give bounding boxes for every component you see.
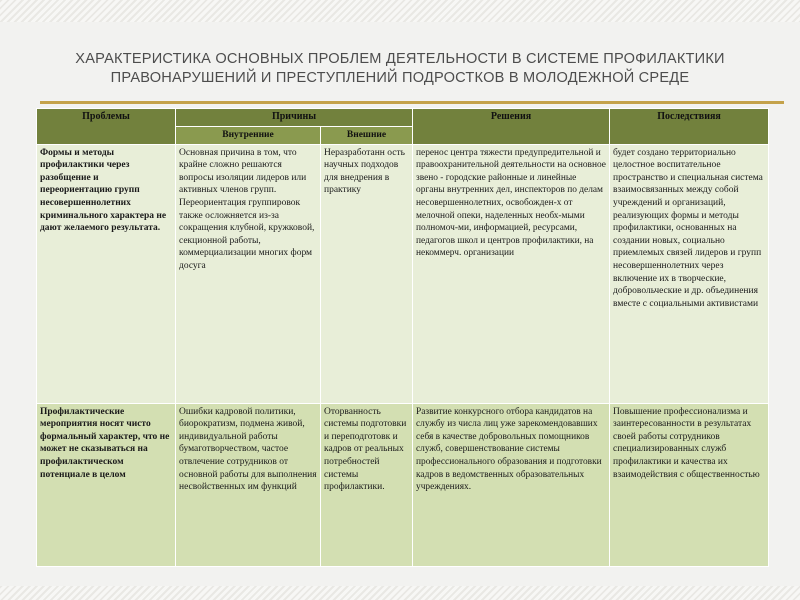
header-consequences: Последствияя (610, 109, 769, 145)
header-causes: Причины (176, 109, 413, 127)
cell-internal-cause: Ошибки кадровой политики, биорократизм, подмена живой, индивидуальной работы бумаготворчеством, частое отвлечение сотрудников от основной работы для выполнения несвойственных им функций (176, 403, 321, 566)
cell-internal-cause: Основная причина в том, что крайне сложно решаются вопросы изоляции лидеров или активных членов групп. Переориентация группировок также осложняется из-за сокращения клубной, кружковой, секционной работы, коммерциализации многих форм досуга (176, 144, 321, 403)
cell-consequence: будет создано территориально целостное воспитательное пространство и специальная система взаимосвязанных между собой учреждений и организаций, реализующих формы и методы профилактики, основанных на создании новых, социально приемлемых связей лидеров и групп несовершеннолетних через включение их в творческие, добровольческие и др. объединения вместе с социальными активистами (610, 144, 769, 403)
cell-problem: Профилактические мероприятия носят чисто формальный характер, что не может не сказываться на профилактическом потенциале в целом (37, 403, 176, 566)
decorative-stripe-top (0, 0, 800, 22)
slide-title-line-1: ХАРАКТЕРИСТИКА ОСНОВНЫХ ПРОБЛЕМ ДЕЯТЕЛЬНОСТИ В СИСТЕМЕ ПРОФИЛАКТИКИ (75, 51, 725, 67)
table-header-row (37, 109, 769, 127)
header-problems: Проблемы (37, 109, 176, 145)
decorative-stripe-bottom (0, 586, 800, 600)
header-solutions: Решения (413, 109, 610, 145)
cell-external-cause: Оторванность системы подготовки и переподготовк и кадров от реальных потребностей системы профилактики. (321, 403, 413, 566)
cell-solution: перенос центра тяжести предупредительной и правоохранительной деятельности на основное звено - городские районные и линейные органы внутренних дел, инспекторов по делам несовершеннолетних, освобожден-х от мелочной опеки, наделенных необх-мыми полномоч-ми, информацией, ресурсами, педагогов школ и центров профилактики, на некоммерч. организации (413, 144, 610, 403)
table-row (37, 144, 769, 403)
header-external: Внешние (321, 127, 413, 145)
slide-title (40, 50, 760, 88)
cell-solution: Развитие конкурсного отбора кандидатов на службу из числа лиц уже зарекомендовавших себя в качестве добровольных помощников служб, совершенствование системы профессионального образования и подготовки кадров в ведомственных образовательных учреждениях. (413, 403, 610, 566)
title-underline (40, 101, 784, 104)
cell-external-cause: Неразработанн ость научных подходов для внедрения в практику (321, 144, 413, 403)
cell-consequence: Повышение профессионализма и заинтересованности в результатах своей работы сотрудников специализированных служб профилактики и качества их взаимодействия с общественностью (610, 403, 769, 566)
header-internal: Внутренние (176, 127, 321, 145)
slide-title-line-2: ПРАВОНАРУШЕНИЙ И ПРЕСТУПЛЕНИЙ ПОДРОСТКОВ В МОЛОДЕЖНОЙ СРЕДЕ (110, 70, 690, 86)
cell-problem: Формы и методы профилактики через разобщение и переориентацию групп несовершеннолетних криминального характера не дают желаемого результата. (37, 144, 176, 403)
problems-table (36, 108, 769, 567)
table-row (37, 403, 769, 566)
